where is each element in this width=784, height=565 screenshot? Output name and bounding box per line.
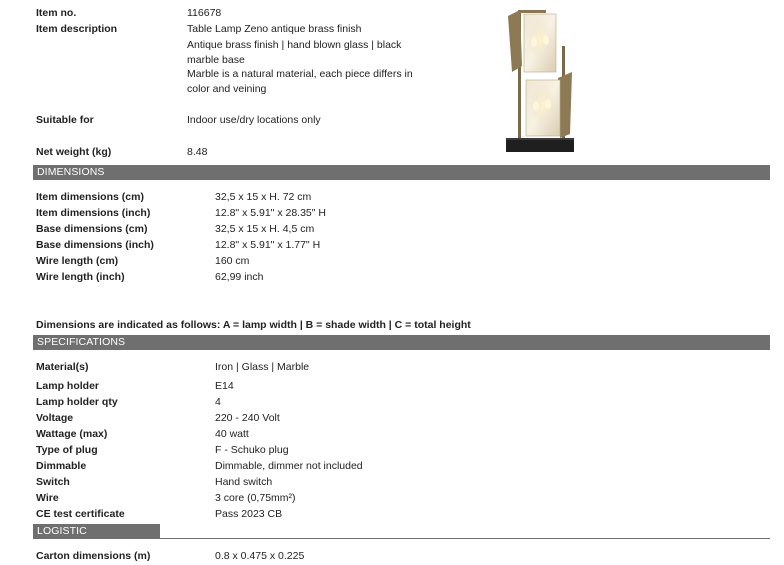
item-description-line-4: Marble is a natural material, each piece differs in [187, 68, 413, 80]
dimension-label-5: Wire length (cm) [36, 255, 119, 267]
suitable-for-value: Indoor use/dry locations only [187, 114, 321, 126]
suitable-for-label: Suitable for [36, 114, 94, 126]
spec-label-3: Lamp holder qty [36, 396, 118, 408]
spec-value-10: Pass 2023 CB [215, 508, 283, 520]
section-header-dimensions: DIMENSIONS [33, 165, 770, 180]
dimension-label-1: Item dimensions (cm) [36, 191, 144, 203]
item-description-line-3: marble base [187, 54, 245, 66]
dimension-value-5: 160 cm [215, 255, 250, 267]
dimension-value-6: 62,99 inch [215, 271, 264, 283]
item-no-value: 116678 [187, 7, 222, 19]
spec-value-2: E14 [215, 380, 234, 392]
logistic-label-1: Carton dimensions (m) [36, 550, 151, 562]
item-description-line-2: Antique brass finish | hand blown glass | black [187, 39, 402, 51]
dimension-value-3: 32,5 x 15 x H. 4,5 cm [215, 223, 315, 235]
dimension-value-2: 12.8" x 5.91" x 28.35" H [215, 207, 326, 219]
spec-label-10: CE test certificate [36, 508, 125, 520]
spec-label-2: Lamp holder [36, 380, 100, 392]
item-description-line-5: color and veining [187, 83, 267, 95]
product-image [500, 6, 580, 158]
spec-label-7: Dimmable [36, 460, 87, 472]
dimension-label-6: Wire length (inch) [36, 271, 125, 283]
item-description-line-1: Table Lamp Zeno antique brass finish [187, 23, 362, 35]
spec-label-9: Wire [36, 492, 59, 504]
spec-label-5: Wattage (max) [36, 428, 108, 440]
net-weight-value: 8.48 [187, 146, 208, 158]
spec-value-4: 220 - 240 Volt [215, 412, 280, 424]
spec-label-8: Switch [36, 476, 70, 488]
section-divider-logistic [160, 538, 770, 539]
spec-label-4: Voltage [36, 412, 74, 424]
dimension-value-4: 12.8" x 5.91" x 1.77" H [215, 239, 321, 251]
dimension-label-3: Base dimensions (cm) [36, 223, 148, 235]
spec-value-3: 4 [215, 396, 221, 408]
section-header-logistic: LOGISTIC INFORMATION [33, 524, 160, 539]
section-header-specifications: SPECIFICATIONS [33, 335, 770, 350]
spec-value-6: F - Schuko plug [215, 444, 289, 456]
dimension-value-1: 32,5 x 15 x H. 72 cm [215, 191, 312, 203]
dimension-label-2: Item dimensions (inch) [36, 207, 151, 219]
spec-value-5: 40 watt [215, 428, 249, 440]
spec-label-6: Type of plug [36, 444, 98, 456]
spec-value-1: Iron | Glass | Marble [215, 361, 310, 373]
spec-value-7: Dimmable, dimmer not included [215, 460, 363, 472]
dimension-label-4: Base dimensions (inch) [36, 239, 154, 251]
item-description-label: Item description [36, 23, 118, 35]
logistic-value-1: 0.8 x 0.475 x 0.225 [215, 550, 305, 562]
net-weight-label: Net weight (kg) [36, 146, 112, 158]
spec-label-1: Material(s) [36, 361, 89, 373]
spec-value-8: Hand switch [215, 476, 273, 488]
item-no-label: Item no. [36, 7, 77, 19]
spec-value-9: 3 core (0,75mm²) [215, 492, 296, 504]
dimensions-note: Dimensions are indicated as follows: A = lamp width | B = shade width | C = total height [36, 319, 471, 331]
